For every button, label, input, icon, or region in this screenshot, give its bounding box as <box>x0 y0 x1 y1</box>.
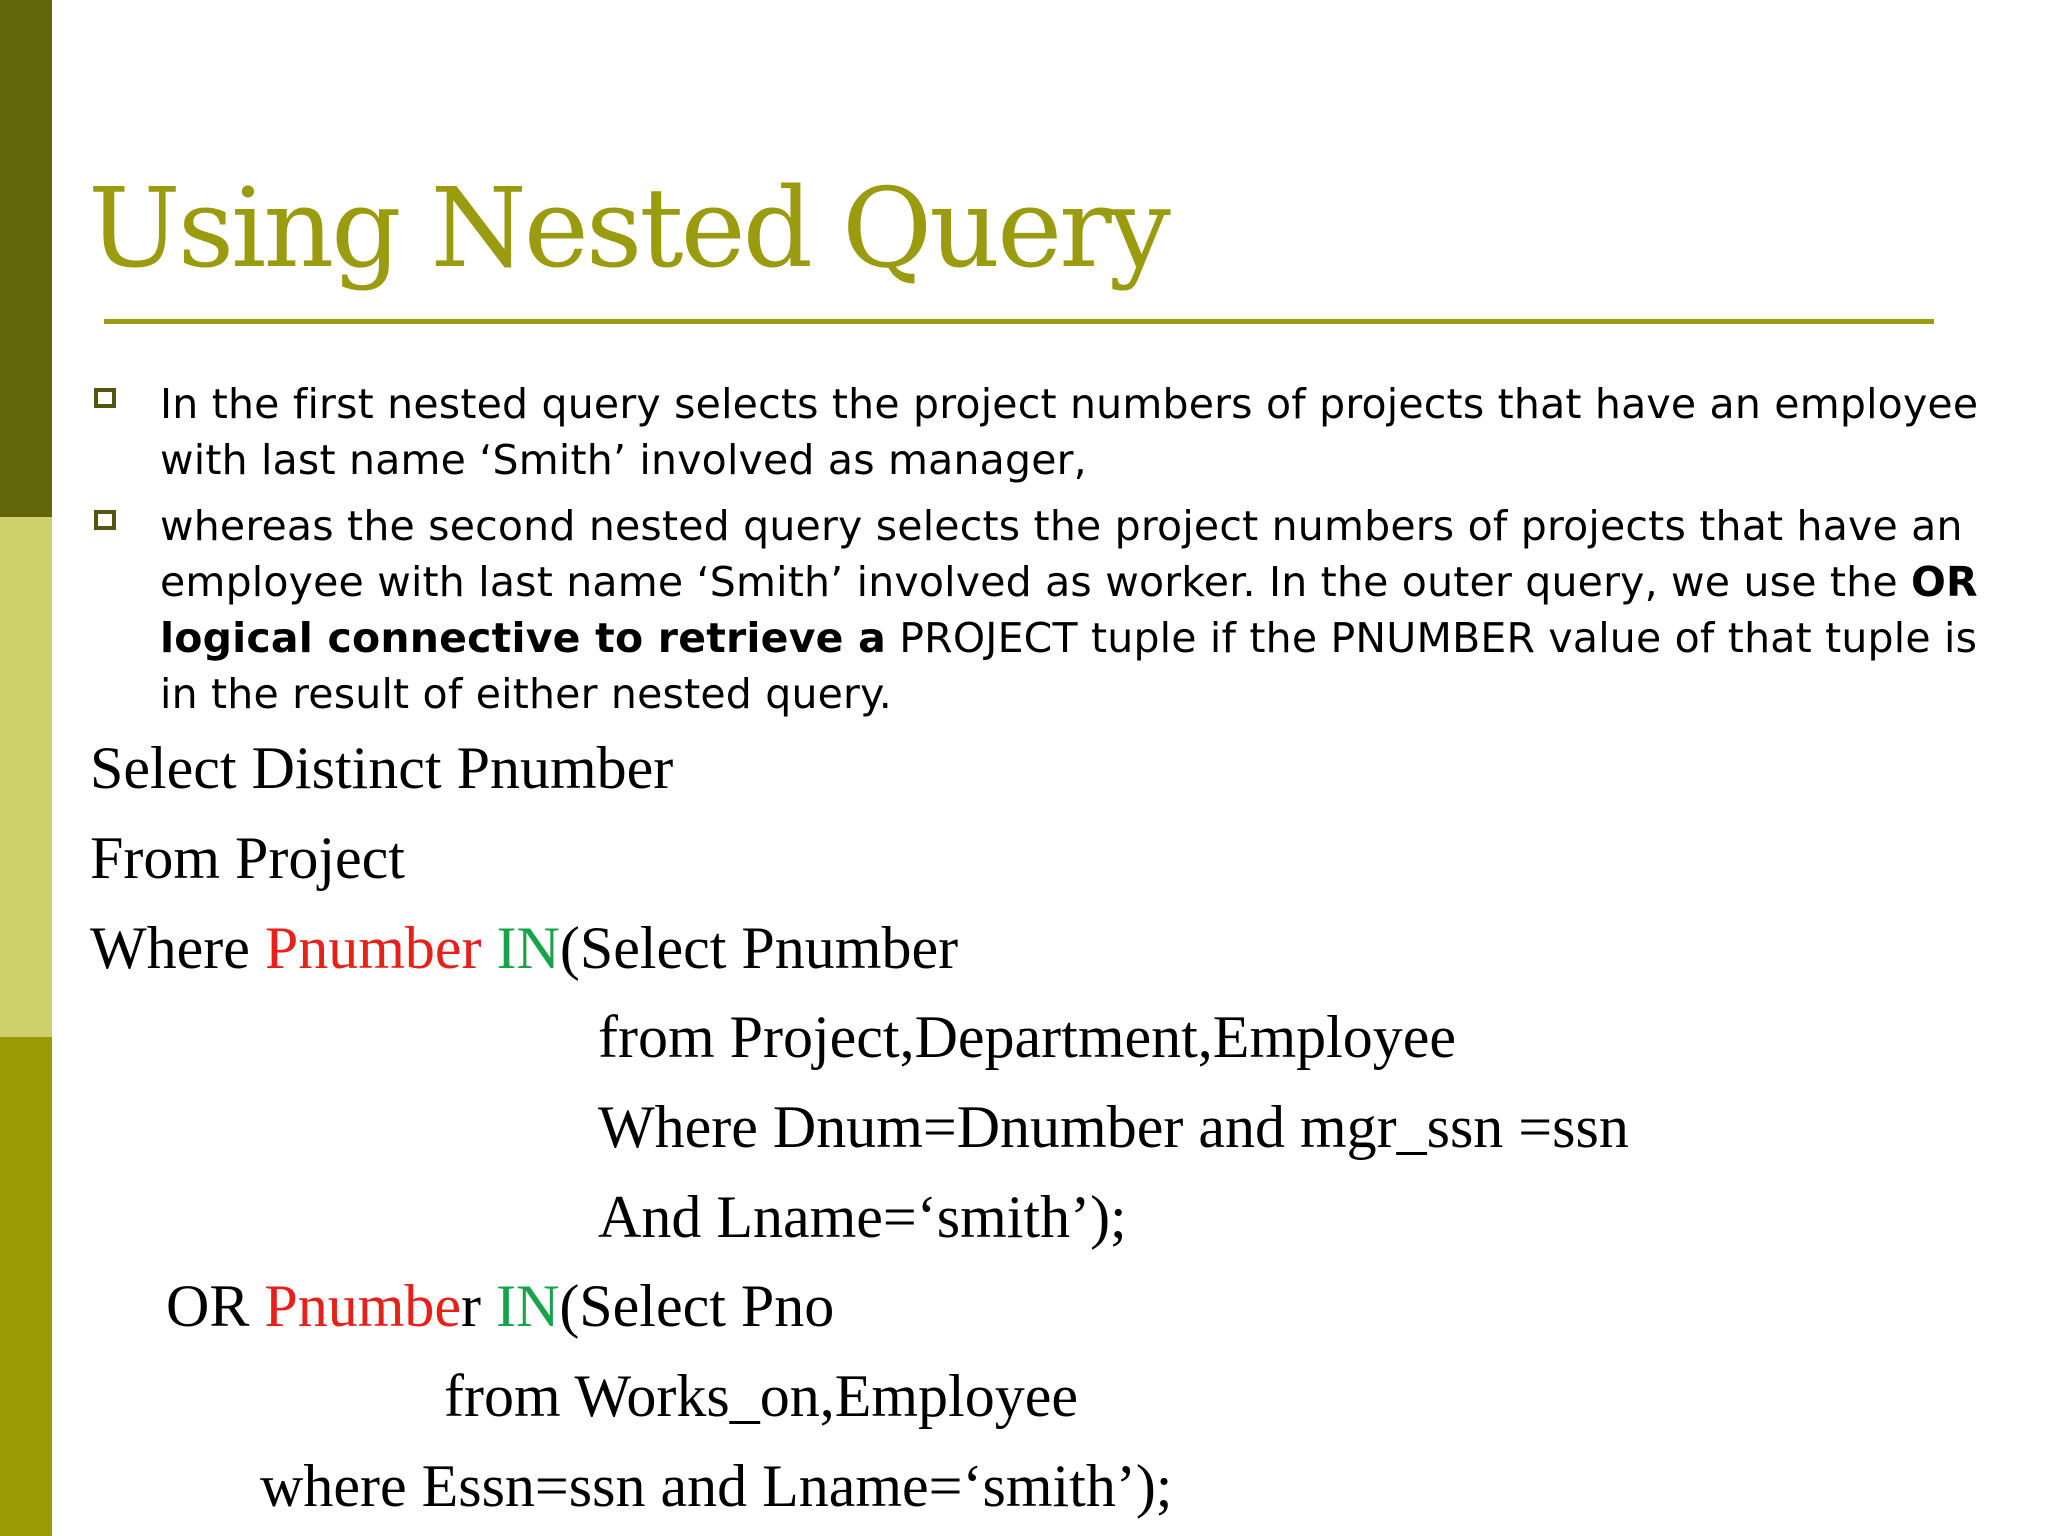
in-keyword: IN <box>496 1273 560 1339</box>
in-keyword: IN <box>496 915 560 981</box>
query-line-from: From Project <box>90 825 405 891</box>
pnumber-highlight: Pnumber <box>264 915 482 981</box>
pnumber-tail: r <box>461 1273 497 1339</box>
bullet-2-text-end: PROJECT tuple if the PNUMBER value of that tuple is in the result of either nested query. <box>160 614 1978 718</box>
query-line-sub1-where: Where Dnum=Dnumber and mgr_ssn =ssn <box>598 1094 1629 1160</box>
query-line-sub1-from: from Project,Department,Employee <box>598 1004 1457 1070</box>
or-keyword: OR <box>166 1273 265 1339</box>
slide-title: Using Nested Query <box>88 164 1168 292</box>
query-line-select: Select Distinct Pnumber <box>90 735 674 801</box>
side-bar-bottom <box>0 1037 52 1536</box>
title-underline <box>104 319 1934 324</box>
where-keyword: Where <box>90 915 265 981</box>
bullet-item-1 <box>92 376 2012 488</box>
side-bar-middle <box>0 517 52 1037</box>
subquery-start: (Select Pno <box>559 1273 835 1339</box>
hollow-square-bullet-icon <box>94 388 116 408</box>
hollow-square-bullet-icon <box>94 510 116 530</box>
query-line-sub2-from: from Works_on,Employee <box>444 1363 1078 1429</box>
query-line-where <box>90 912 958 984</box>
query-line-or <box>166 1270 834 1342</box>
query-line-sub2-where: where Essn=ssn and Lname=‘smith’); <box>260 1453 1173 1519</box>
bullet-1-text: In the first nested query selects the project numbers of projects that have an employee with last name ‘Smith’ involved as manager, <box>160 380 1979 484</box>
side-bar-top <box>0 0 52 517</box>
pnumbe-highlight: Pnumbe <box>264 1273 462 1339</box>
query-line-sub1-and: And Lname=‘smith’); <box>598 1184 1127 1250</box>
bullet-item-2 <box>92 498 2012 722</box>
bullet-2-text-start: whereas the second nested query selects the project numbers of projects that have an employee with last name ‘Smith’ involved as worker. In the outer query, we use the <box>160 502 1963 606</box>
subquery-start: (Select Pnumber <box>559 915 959 981</box>
space <box>482 915 497 981</box>
bullet-2-bold-text: OR logical connective to retrieve a <box>160 558 1978 662</box>
bullet-list <box>92 376 2012 732</box>
